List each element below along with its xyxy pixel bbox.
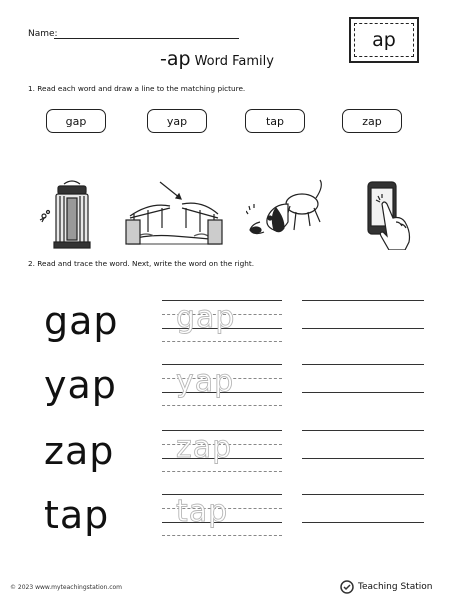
trace-word-gap: gap: [176, 300, 236, 335]
bridge-with-gap-picture[interactable]: [124, 178, 224, 250]
model-word-tap: tap: [44, 493, 110, 537]
write-area-gap[interactable]: [302, 300, 424, 342]
brand-name: Teaching Station: [358, 582, 433, 592]
name-label: Name:: [28, 29, 58, 39]
word-family-badge: [349, 17, 419, 63]
trace-word-tap: tap: [176, 494, 229, 529]
write-area-tap[interactable]: [302, 494, 424, 536]
instruction-1: 1. Read each word and draw a line to the matching picture.: [28, 84, 246, 93]
trace-word-zap: zap: [176, 430, 233, 465]
bug-zapper-picture[interactable]: [34, 178, 104, 250]
title-key: -ap: [160, 48, 191, 70]
trace-area-yap[interactable]: [162, 364, 282, 406]
yapping-dog-picture[interactable]: [246, 178, 332, 252]
write-area-zap[interactable]: [302, 430, 424, 472]
copyright-text: © 2023 www.myteachingstation.com: [10, 584, 123, 591]
finger-tapping-phone-picture[interactable]: [364, 178, 416, 250]
word-card-tap[interactable]: tap: [245, 109, 305, 133]
badge-text: ap: [354, 23, 414, 57]
word-card-zap[interactable]: zap: [342, 109, 402, 133]
trace-area-gap[interactable]: [162, 300, 282, 342]
word-card-yap[interactable]: yap: [147, 109, 207, 133]
model-word-zap: zap: [44, 429, 115, 473]
page-title: [160, 48, 274, 70]
title-rest: Word Family: [194, 54, 274, 69]
word-card-gap[interactable]: gap: [46, 109, 106, 133]
trace-area-zap[interactable]: [162, 430, 282, 472]
trace-area-tap[interactable]: [162, 494, 282, 536]
model-word-yap: yap: [44, 363, 117, 407]
trace-word-yap: yap: [176, 364, 235, 399]
name-write-line[interactable]: [54, 38, 239, 39]
brand-logo: [340, 580, 432, 594]
teaching-station-logo-icon: [340, 580, 354, 594]
write-area-yap[interactable]: [302, 364, 424, 406]
model-word-gap: gap: [44, 299, 119, 343]
instruction-2: 2. Read and trace the word. Next, write the word on the right.: [28, 259, 255, 268]
